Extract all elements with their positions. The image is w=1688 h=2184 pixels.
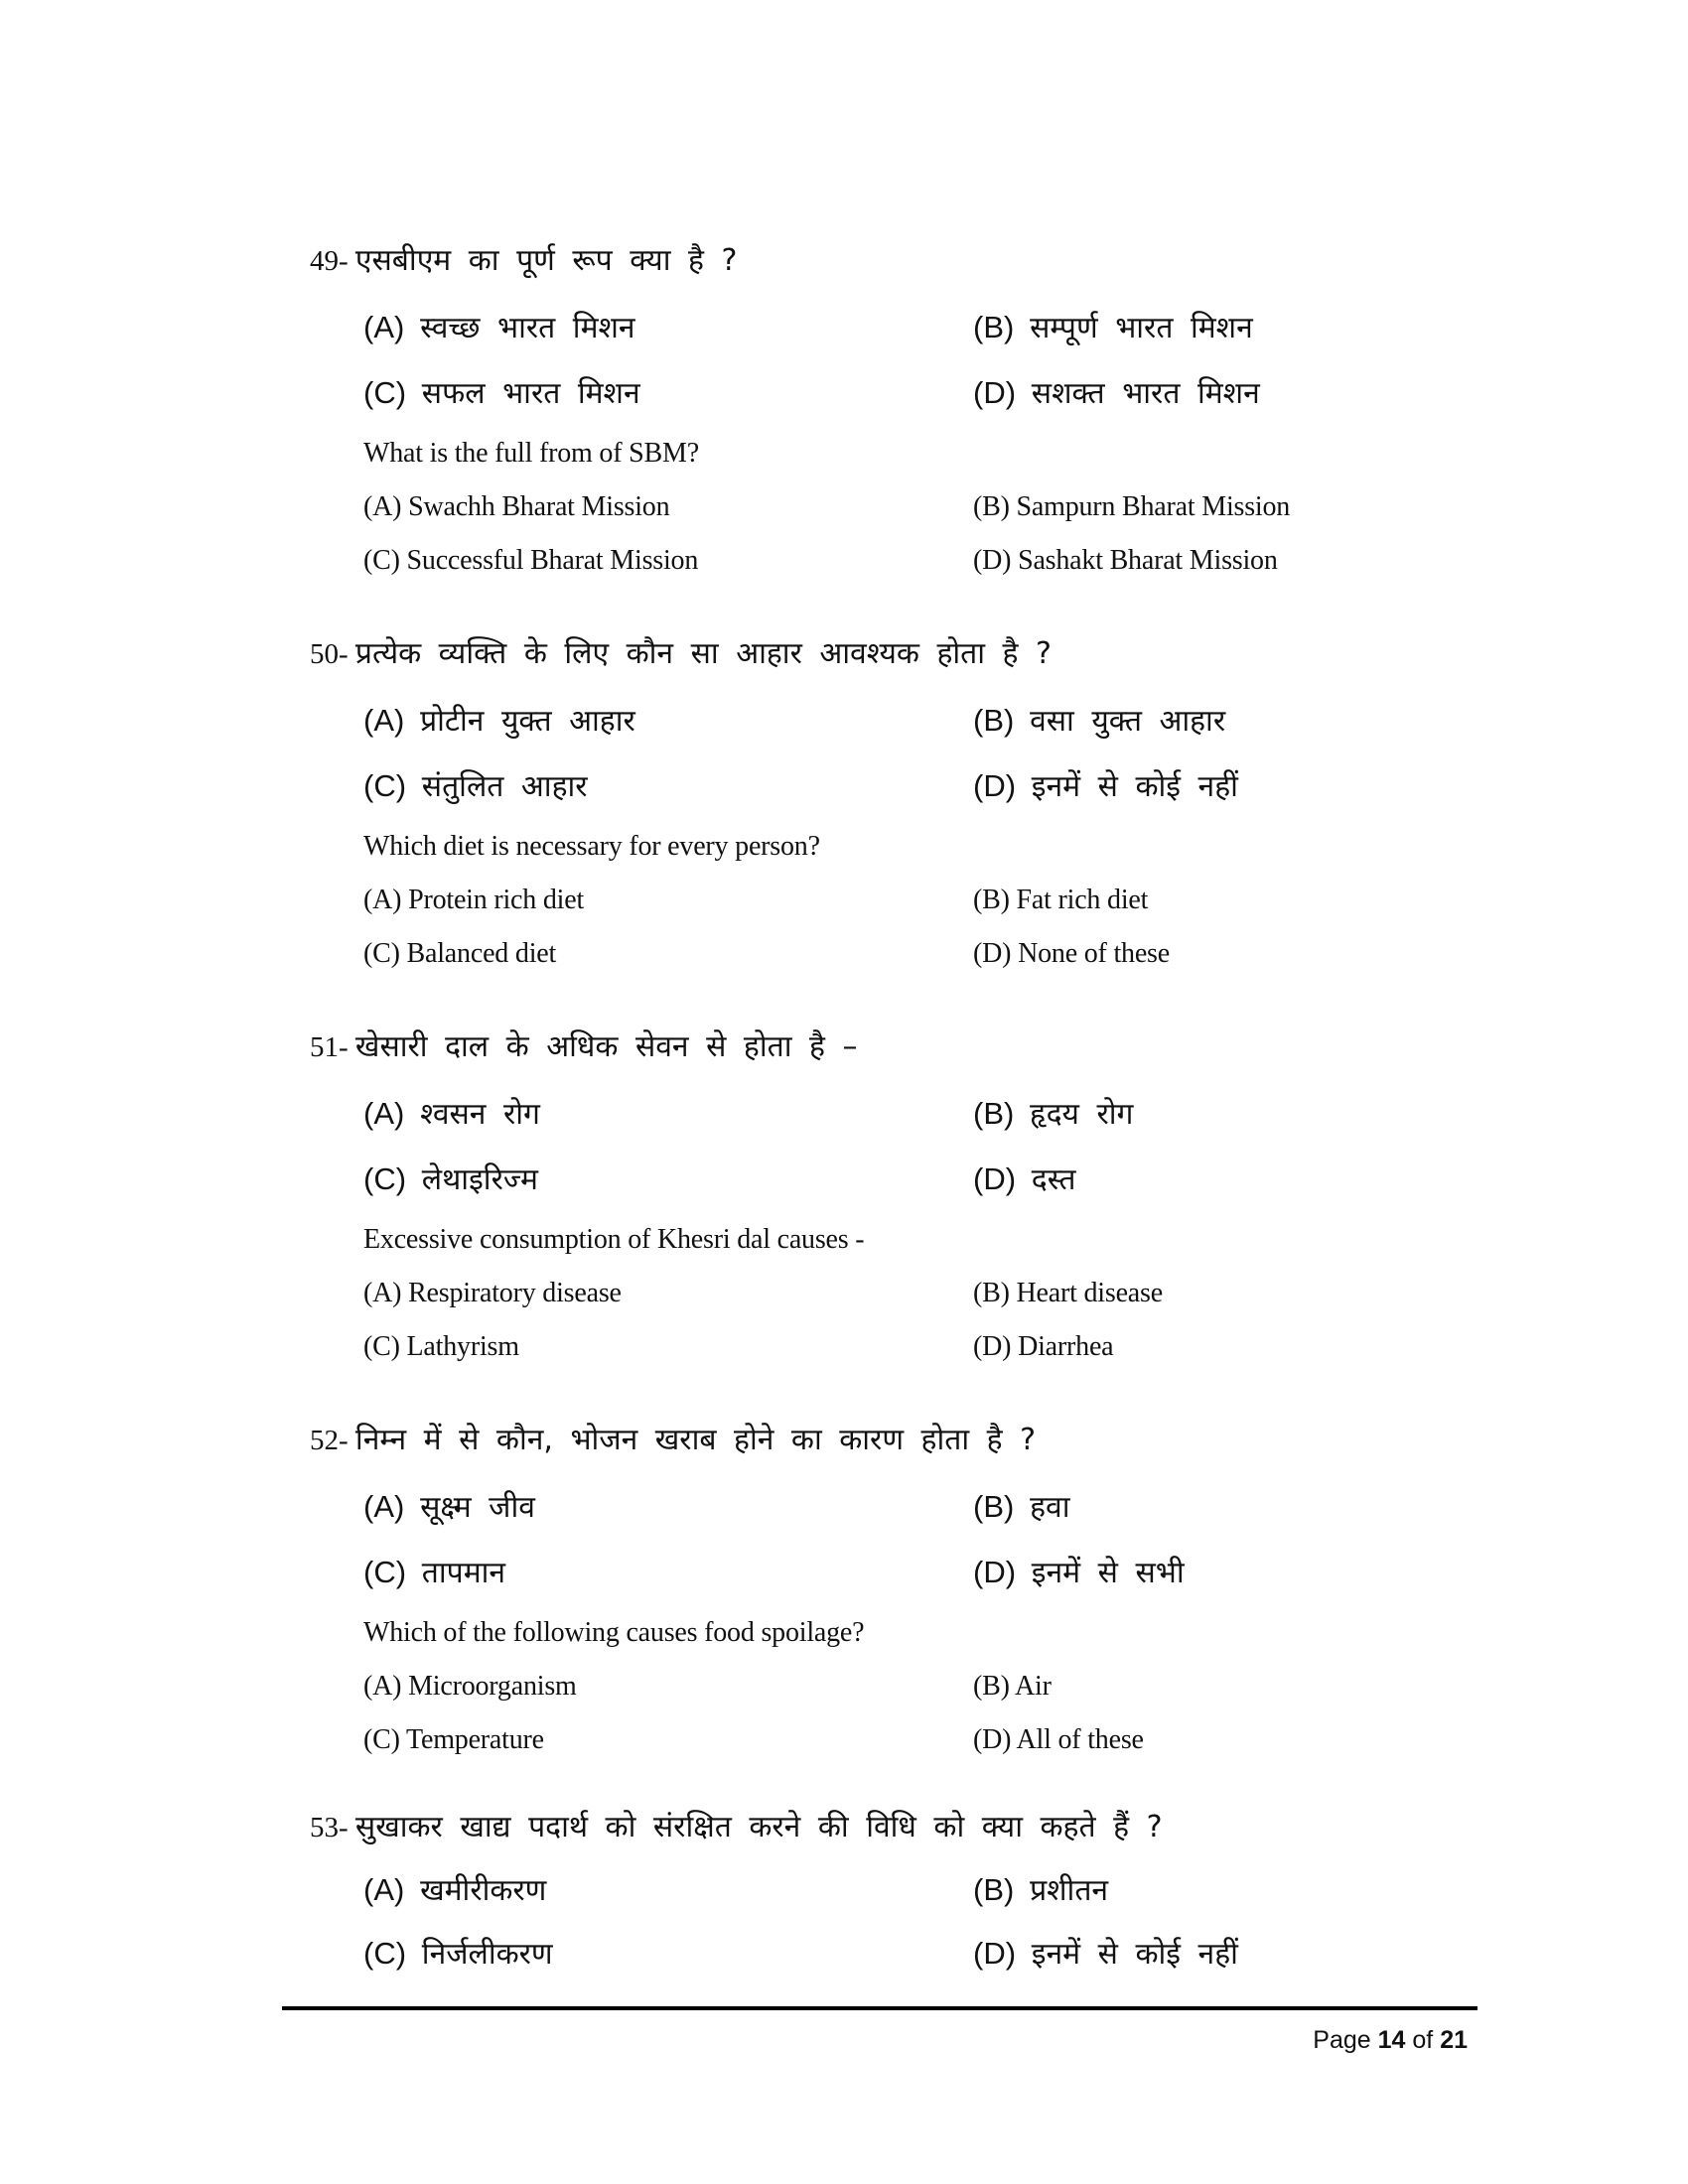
hindi-option-a[interactable]: (A) प्रोटीन युक्त आहार (363, 703, 635, 739)
question-number: 51- (310, 1031, 349, 1063)
english-option-a[interactable]: (A) Respiratory disease (363, 1278, 622, 1308)
english-option-a[interactable]: (A) Protein rich diet (363, 885, 585, 915)
hindi-option-a[interactable]: (A) स्वच्छ भारत मिशन (363, 310, 635, 345)
question-number: 52- (310, 1425, 349, 1456)
english-option-b[interactable]: (B) Heart disease (973, 1278, 1163, 1308)
hindi-option-c[interactable]: (C) सफल भारत मिशन (363, 375, 640, 411)
question-number: 50- (310, 638, 349, 670)
english-option-b[interactable]: (B) Fat rich diet (973, 885, 1149, 915)
question-hindi-line (310, 1026, 858, 1066)
english-option-d[interactable]: (D) Sashakt Bharat Mission (973, 545, 1278, 576)
question-text-hindi: एसबीएम का पूर्ण रूप क्या है ? (354, 243, 738, 278)
hindi-option-d[interactable]: (D) इनमें से कोई नहीं (973, 1936, 1238, 1972)
english-option-c[interactable]: (C) Balanced diet (363, 938, 557, 969)
total-pages: 21 (1440, 2026, 1468, 2054)
hindi-option-d[interactable]: (D) सशक्त भारत मिशन (973, 375, 1260, 411)
question-hindi-line (310, 633, 1052, 673)
of-word: of (1412, 2026, 1434, 2054)
hindi-option-b[interactable]: (B) हवा (973, 1489, 1070, 1525)
question-51 (0, 1026, 1688, 1420)
english-option-d[interactable]: (D) All of these (973, 1724, 1144, 1755)
hindi-option-c[interactable]: (C) तापमान (363, 1555, 506, 1590)
question-text-english: Excessive consumption of Khesri dal causes - (363, 1224, 865, 1255)
hindi-option-c[interactable]: (C) निर्जलीकरण (363, 1936, 553, 1972)
hindi-option-b[interactable]: (B) प्रशीतन (973, 1872, 1109, 1908)
hindi-option-b[interactable]: (B) वसा युक्त आहार (973, 703, 1226, 739)
question-text-hindi: सुखाकर खाद्य पदार्थ को संरक्षित करने की विधि को क्या कहते हैं ? (354, 1810, 1163, 1844)
hindi-option-d[interactable]: (D) दस्त (973, 1161, 1076, 1197)
question-text-english: Which of the following causes food spoilage? (363, 1617, 865, 1648)
hindi-option-c[interactable]: (C) लेथाइरिज्म (363, 1161, 538, 1197)
question-number: 49- (310, 245, 349, 277)
hindi-option-c[interactable]: (C) संतुलित आहार (363, 768, 588, 804)
hindi-option-a[interactable]: (A) श्वसन रोग (363, 1096, 540, 1132)
english-option-b[interactable]: (B) Air (973, 1671, 1052, 1702)
question-number: 53- (310, 1812, 349, 1843)
english-option-c[interactable]: (C) Temperature (363, 1724, 544, 1755)
question-text-hindi: प्रत्येक व्यक्ति के लिए कौन सा आहार आवश्यक होता है ? (354, 636, 1052, 671)
hindi-option-a[interactable]: (A) सूक्ष्म जीव (363, 1489, 535, 1525)
question-text-hindi: निम्न में से कौन, भोजन खराब होने का कारण होता है ? (354, 1423, 1037, 1457)
question-hindi-line (310, 240, 737, 280)
question-53 (0, 1807, 1688, 2005)
english-option-b[interactable]: (B) Sampurn Bharat Mission (973, 491, 1291, 522)
question-hindi-line (310, 1420, 1036, 1459)
english-option-d[interactable]: (D) None of these (973, 938, 1170, 969)
current-page: 14 (1377, 2026, 1406, 2054)
question-49 (0, 240, 1688, 633)
question-text-english: Which diet is necessary for every person? (363, 831, 820, 862)
hindi-option-b[interactable]: (B) हृदय रोग (973, 1096, 1134, 1132)
footer-divider (282, 2006, 1477, 2010)
english-option-a[interactable]: (A) Microorganism (363, 1671, 577, 1702)
hindi-option-b[interactable]: (B) सम्पूर्ण भारत मिशन (973, 310, 1253, 345)
question-52 (0, 1420, 1688, 1813)
question-text-hindi: खेसारी दाल के अधिक सेवन से होता है – (354, 1029, 858, 1064)
hindi-option-d[interactable]: (D) इनमें से सभी (973, 1555, 1185, 1590)
question-50 (0, 633, 1688, 1026)
question-hindi-line (310, 1807, 1163, 1846)
page-number (1301, 2025, 1468, 2055)
english-option-c[interactable]: (C) Successful Bharat Mission (363, 545, 699, 576)
question-text-english: What is the full from of SBM? (363, 438, 699, 469)
english-option-c[interactable]: (C) Lathyrism (363, 1331, 519, 1362)
hindi-option-a[interactable]: (A) खमीरीकरण (363, 1872, 547, 1908)
hindi-option-d[interactable]: (D) इनमें से कोई नहीं (973, 768, 1238, 804)
english-option-a[interactable]: (A) Swachh Bharat Mission (363, 491, 670, 522)
english-option-d[interactable]: (D) Diarrhea (973, 1331, 1114, 1362)
page-word: Page (1313, 2026, 1371, 2054)
